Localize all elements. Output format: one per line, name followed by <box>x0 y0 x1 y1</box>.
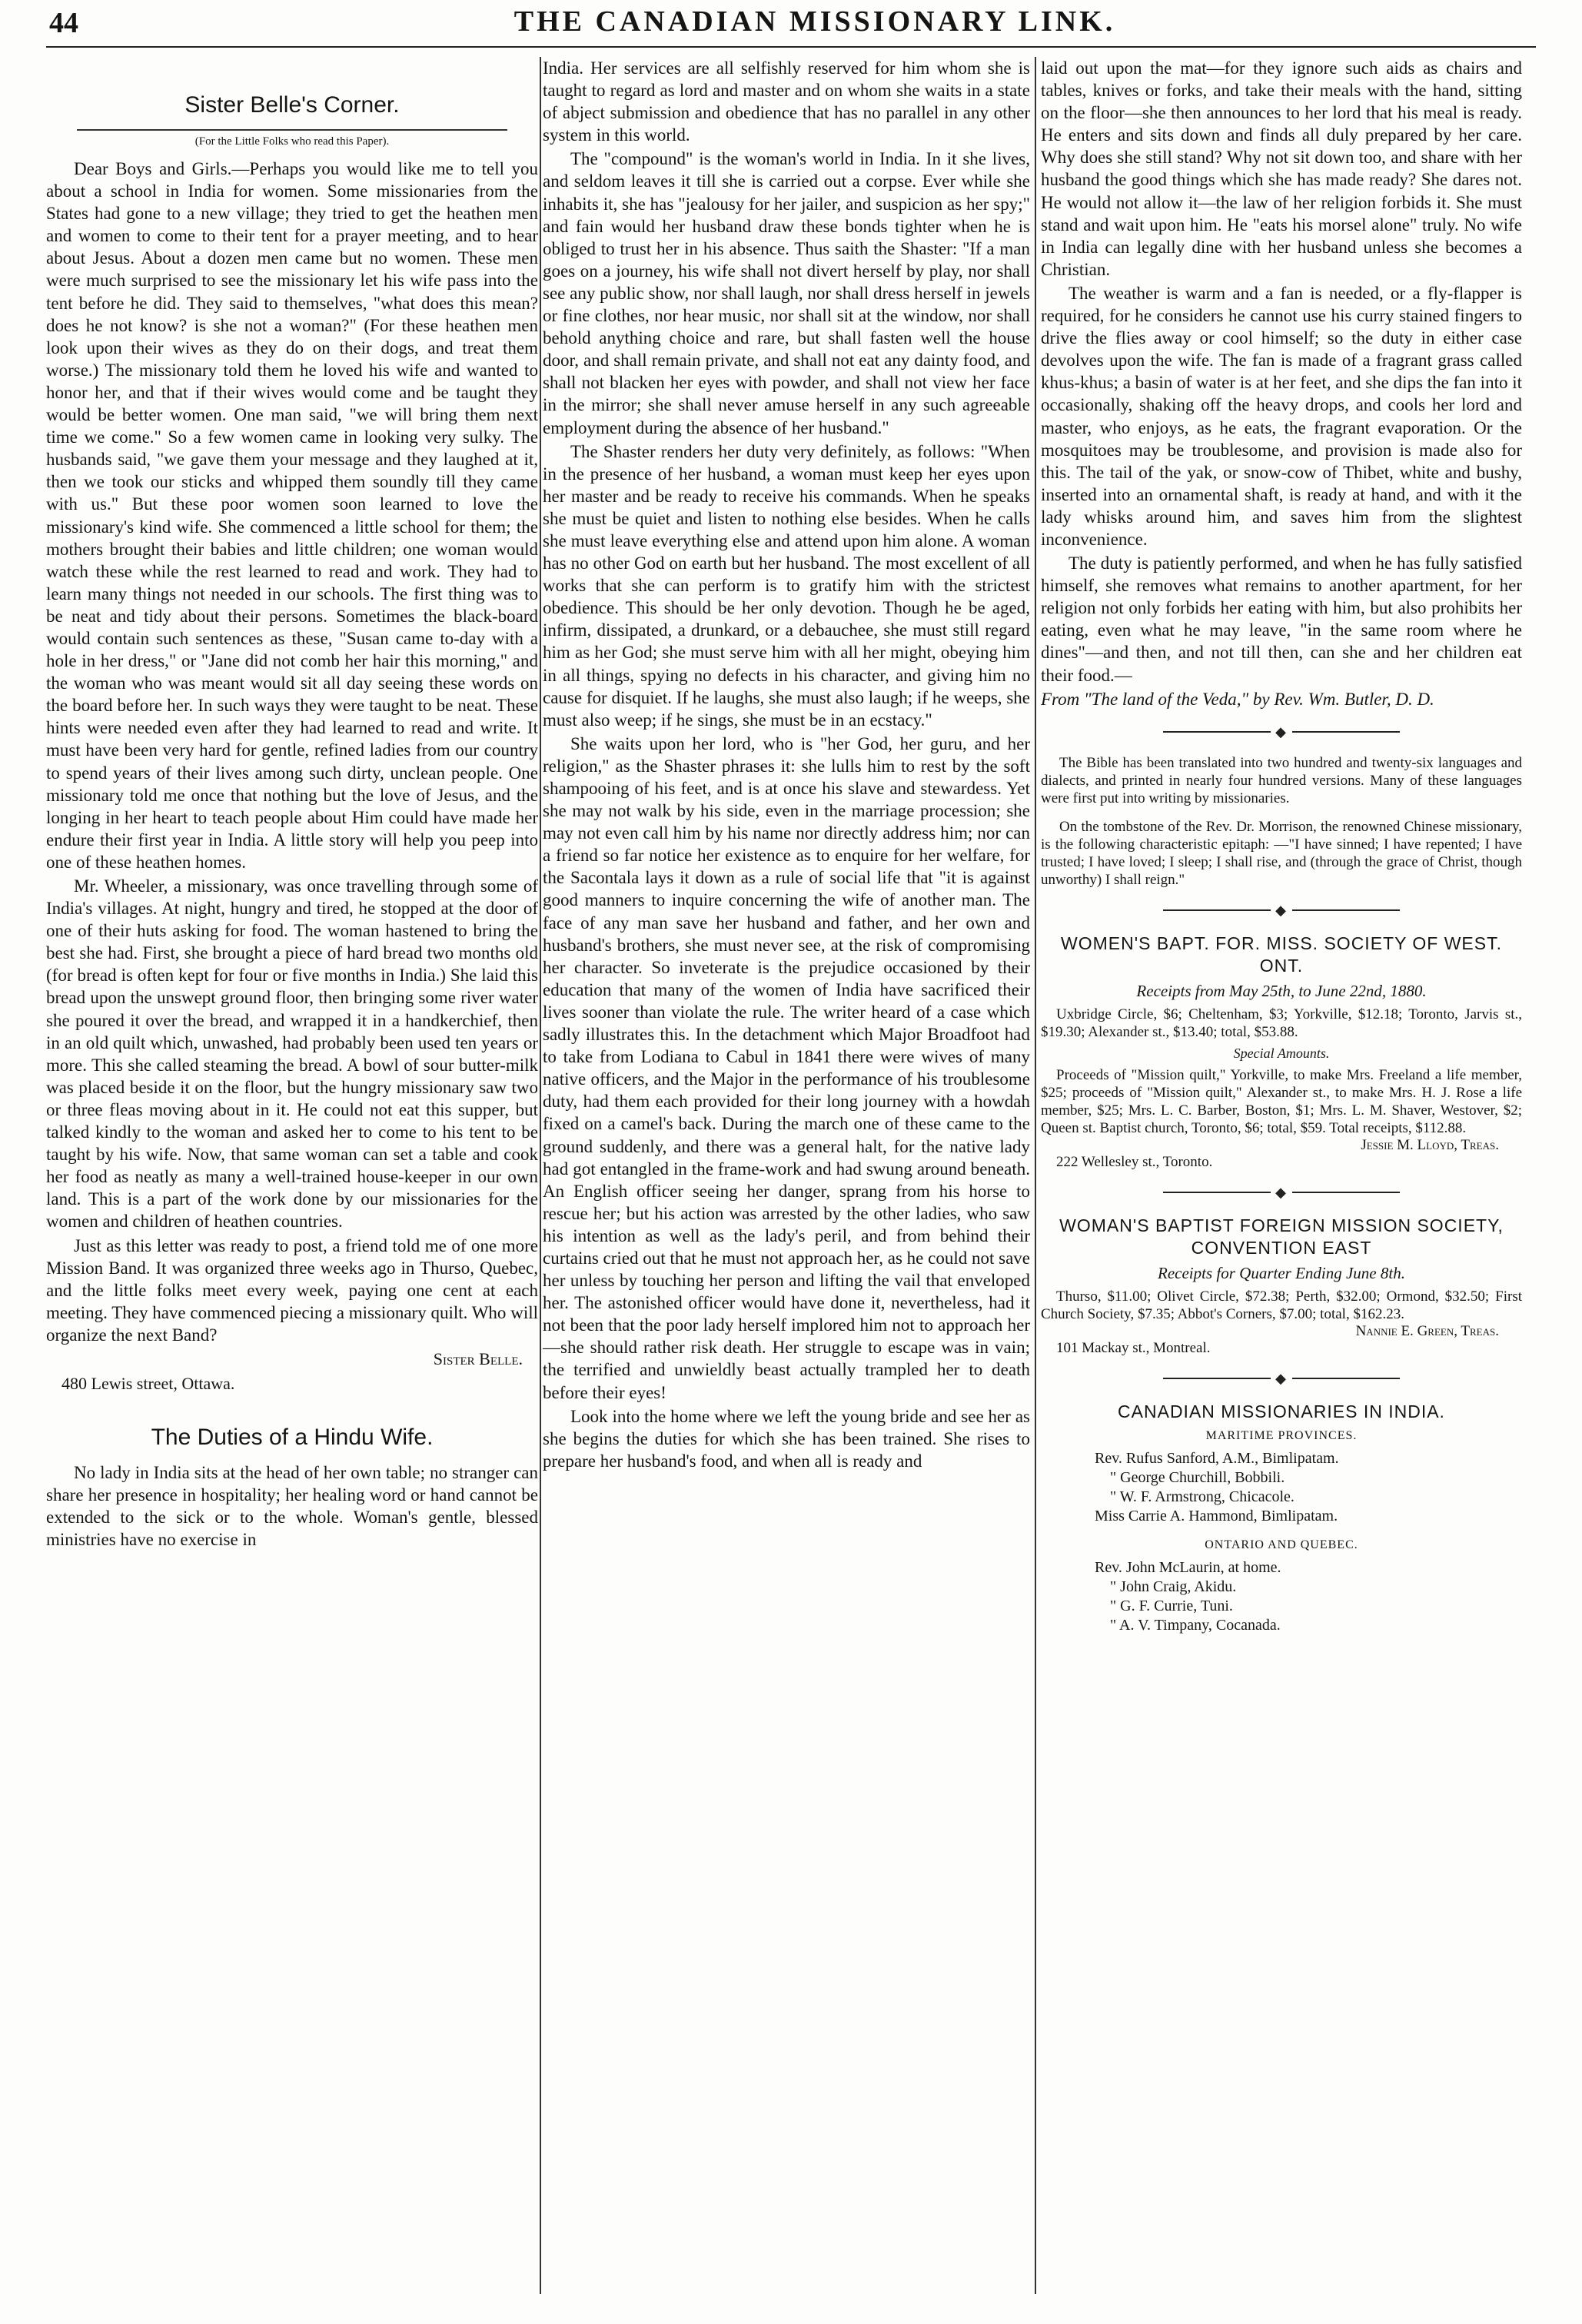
page-header <box>0 0 1582 46</box>
signature: Sister Belle. <box>433 1348 523 1368</box>
region-heading: MARITIME PROVINCES. <box>1205 1428 1358 1442</box>
section-ornament: ◆ <box>1041 724 1522 740</box>
missionary-list-ontario <box>1041 1558 1522 1635</box>
missionary-entry: " John Craig, Akidu. <box>1110 1578 1237 1595</box>
treasurer-address: 101 Mackay st., Montreal. <box>1056 1339 1211 1356</box>
note-paragraph: The Bible has been translated into two hundred and twenty-six languages and dialects, and printed in nearly four hundred versions. Many of these languages were first put into writing by missionaries. <box>1041 754 1522 806</box>
notes-block <box>1041 754 1522 889</box>
paragraph: Look into the home where we left the young bride and see her as she begins the duties for which she has been trained. She rises to prepare her husband's food, and when all is ready and <box>543 1406 1030 1471</box>
treasurer-name: Jessie M. Lloyd, Treas. <box>1361 1136 1499 1153</box>
divider <box>77 129 507 131</box>
paragraph: The "compound" is the woman's world in India. In it she lives, and seldom leaves it till she is carried out a corpse. Ever while she inhabits it, she has "jealousy for her jailer, and suspicion as her spy;" and fain would her husband draw these bonds tighter when he is obliged to trust her in his absence. Thus saith the Shaster: "If a man goes on a journey, his wife shall not divert herself by play, nor shall see any public show, nor shall laugh, nor shall dress herself in jewels or fine clothes, nor hear music, nor shall sit at the window, nor shall behold anything choice and rare, but shall fasten well the house door, and shall remain private, and shall not eat any dainty food, and shall not blacken her eyes with powder, and shall not view her face in the mirror; she shall never amuse herself in any such agreeable employment during the absence of her husband." <box>543 149 1030 437</box>
page-number: 44 <box>49 7 78 39</box>
section-title-east: WOMAN'S BAPTIST FOREIGN MISSION SOCIETY, CONVENTION EAST <box>1059 1215 1504 1258</box>
page-title: THE CANADIAN MISSIONARY LINK. <box>513 5 1116 38</box>
missionary-entry: Rev. Rufus Sanford, A.M., Bimlipatam. <box>1095 1449 1339 1467</box>
missionary-entry: " G. F. Currie, Tuni. <box>1110 1597 1233 1614</box>
article-title-sister-belle: Sister Belle's Corner. <box>184 92 400 118</box>
receipts-west <box>1041 1006 1522 1171</box>
paragraph: She waits upon her lord, who is "her God, her guru, and her religion," as the Shaster phrases it: she lulls him to rest by the soft shampooing of his feet, and is at once his slave and stewardess. Yet she may not walk by his side, even in the marriage procession; she may not even call him by his name nor directly address him; nor can a friend so far notice her existence as to enquire for her welfare, for the Sacontala lays it down as a rule of social life that "it is against good manners to inquire concerning the wife of another man. The face of any man save her husband and father, and her own and husband's brothers, she must never see, at the risk of compromising her character. So inveterate is the prejudice occasioned by their education that many of the women of India have sacrificed their lives sooner than violate the rule. The writer heard of a case which sadly illustrates this. In the detachment which Major Broadfoot had to take from Lodiana to Cabul in 1841 there were wives of many native officers, and the Major in the performance of his troublesome duty, had them each provided for their long journey with a howdah fixed on a camel's back. During the march one of these came to the ground suddenly, and there was a general halt, for the native lady had got entangled in the frame-work and had swung around beneath. An English officer seeing her danger, sprang from his horse to rescue her; but his action was arrested by the other ladies, who saw his intention as well as the lady's peril, and from behind their curtains cried out that he must not approach her, as he could not save her unless by touching her person and lifting the vail that enveloped her. The astonished officer would have done it, nevertheless, had it not been that the poor lady herself implored him not to approach her—she should rather risk death. Her struggle to escape was in vain; the terrified and unwieldly beast actually trampled her to death before their eyes! <box>543 733 1030 1402</box>
treasurer-name: Nannie E. Green, Treas. <box>1355 1322 1499 1339</box>
note-paragraph: On the tombstone of the Rev. Dr. Morrison, the renowned Chinese missionary, is the following characteristic epitaph: —"I have sinned; I have repented; I have trusted; I have loved; I sleep; I shall rise, and (through the grace of Christ, though unworthy) I shall reign." <box>1041 818 1522 888</box>
article-source: From "The land of the Veda," by Rev. Wm. Butler, D. D. <box>1041 689 1434 709</box>
paragraph: The duty is patiently performed, and when he has fully satisfied himself, she removes what remains to another apartment, for her religion not only forbids her eating with him, but also prohibits her eating, even what he may leave, "in the same room where he dines"—and then, and not till then, can she and her children eat their food.— <box>1041 554 1522 685</box>
paragraph: India. Her services are all selfishly reserved for him whom she is taught to regard as lord and master and on whom she waits in a state of abject submission and obedience that has no parallel in any other system in this world. <box>543 58 1030 145</box>
missionary-entry: " A. V. Timpany, Cocanada. <box>1110 1616 1281 1634</box>
section-ornament: ◆ <box>1041 1185 1522 1201</box>
address: 480 Lewis street, Ottawa. <box>61 1373 235 1393</box>
region-heading: ONTARIO AND QUEBEC. <box>1205 1538 1358 1551</box>
missionary-entry: Miss Carrie A. Hammond, Bimlipatam. <box>1095 1507 1338 1524</box>
missionary-list-maritime <box>1041 1449 1522 1526</box>
article-title-hindu-wife: The Duties of a Hindu Wife. <box>151 1424 434 1450</box>
column-middle <box>543 57 1030 2302</box>
column-left <box>46 57 538 2302</box>
paragraph: The Shaster renders her duty very definitely, as follows: "When in the presence of her husband, a woman must keep her eyes upon her master and be ready to receive his commands. When he speaks she must be quiet and listen to nothing else besides. When he calls she must leave everything else and attend upon him alone. A woman has no other God on earth but her husband. The most excellent of all works that she can perform is to gratify him with the strictest obedience. This should be her only devotion. Though he be aged, infirm, dissipated, a drunkard, or a debauchee, she must still regard him as her God; she must serve him with all her might, obeying him in all things, spying no defects in his character, and giving him no cause for disquiet. If he laughs, she must also laugh; if he weeps, she must also weep; if he sings, she must be in an ecstacy." <box>543 441 1030 730</box>
receipts-east <box>1041 1288 1522 1357</box>
header-rule <box>46 46 1536 48</box>
article-note: (For the Little Folks who read this Paper). <box>194 135 390 148</box>
receipt-paragraph: Thurso, $11.00; Olivet Circle, $72.38; Perth, $32.00; Ormond, $32.50; First Church Society, $7.35; Abbot's Corners, $7.00; total, $162.23. <box>1041 1288 1522 1322</box>
paragraph: laid out upon the mat—for they ignore such aids as chairs and tables, knives or forks, and take their meals with the hand, sitting on the floor—she then announces to her lord that his meal is ready. He enters and sits down and finds all duly prepared by her care. Why does she still stand? Why not sit down too, and share with her husband the good things which she has made ready? She dares not. He would not allow it—the law of her religion forbids it. She must stand and wait upon him. He "eats his morsel alone" truly. No wife in India can legally dine with her husband unless she becomes a Christian. <box>1041 58 1522 279</box>
treasurer-address: 222 Wellesley st., Toronto. <box>1056 1153 1213 1170</box>
missionary-entry: " George Churchill, Bobbili. <box>1110 1468 1285 1486</box>
section-ornament: ◆ <box>1041 1371 1522 1387</box>
section-title-west: WOMEN'S BAPT. FOR. MISS. SOCIETY OF WEST. ONT. <box>1060 933 1503 976</box>
paragraph: No lady in India sits at the head of her own table; no stranger can share her presence in hospitality; her healing word or hand cannot be extended to the sick or to the whole. Woman's gentle, blessed ministries have no exercise in <box>46 1462 538 1550</box>
missionary-entry: Rev. John McLaurin, at home. <box>1095 1558 1281 1576</box>
receipt-paragraph: Uxbridge Circle, $6; Cheltenham, $3; Yorkville, $12.18; Toronto, Jarvis st., $19.30; Alexander st., $13.40; total, $53.88. <box>1041 1006 1522 1040</box>
column-divider <box>540 57 541 2294</box>
paragraph: Mr. Wheeler, a missionary, was once travelling through some of India's villages. At night, hungry and tired, he stopped at the door of one of their huts asking for food. The woman hastened to bring the best she had. First, she brought a piece of hard bread two months old (for bread is often kept for four or five months in India.) She laid this bread upon the unswept ground floor, then bringing some river water she poured it over the bread, and wrapped it in a handkerchief, then in an old quilt which, unwashed, had probably been used ten years or more. This she called steaming the bread. A bowl of sour butter-milk was placed beside it on the floor, but the hungry missionary saw two or three fleas moving about in it. He could not eat this supper, but talked kindly to the woman and asked her to come to his tent to be taught by his wife. Now, that same woman can set a table and cook her food as neatly as many a well-trained house-keeper in our own land. This is a part of the work done by our missionaries for the women and children of heathen countries. <box>46 876 538 1232</box>
paragraph: Just as this letter was ready to post, a friend told me of one more Mission Band. It was organized three weeks ago in Thurso, Quebec, and the little folks meet every week, paying one cent at each meeting. They have commenced piecing a missionary quilt. Who will organize the next Band? <box>46 1235 538 1345</box>
section-title-missionaries: CANADIAN MISSIONARIES IN INDIA. <box>1118 1401 1445 1421</box>
paragraph: Dear Boys and Girls.—Perhaps you would like me to tell you about a school in India for women. Some missionaries from the States had gone to a new village; they tried to get the heathen men and women to come to their tent for a prayer meeting, and to hear about Jesus. About a dozen men came but no women. These men were much surprised to see the missionary let his wife pass into the tent before he did. They said to themselves, "what does this mean? does he not know? is she not a woman?" (For these heathen men look upon their wives as they do on their dogs, and treat them worse.) The missionary told them he loved his wife and wanted to honor her, and that if their wives would come and be taught they would be better women. One man said, "we will bring them next time we come." So a few women came in looking very sulky. The husbands said, "we gave them your message and they laughed at it, then we took our sticks and whipped them soundly till they came with us." But these poor women soon learned to love the missionary's kind wife. She commenced a little school for them; the mothers brought their babies and little children; one woman would watch these while the rest learned to read and work. They had to learn many things not needed in our schools. The first thing was to be neat and tidy about their persons. Sometimes the black-board would contain such sentences as these, "Susan came to-day with a hole in her dress," or "Jane did not comb her hair this morning," and the woman who was meant would sit all day seeing these words on the board before her. In such ways they were taught to be neat. These hints were needed even after they had learned to read and write. It must have been very hard for gentle, refined ladies from our country to spend years of their lives among such dirty, unclean people. One missionary told me once that nothing but the love of Jesus, and the longing in her heart to teach people about Him could have made her endure their first year in India. A little story will help you peep into one of these heathen homes. <box>46 159 538 872</box>
receipts-subtitle: Receipts for Quarter Ending June 8th. <box>1158 1263 1405 1282</box>
missionary-entry: " W. F. Armstrong, Chicacole. <box>1110 1488 1295 1505</box>
receipts-subtitle: Receipts from May 25th, to June 22nd, 1880. <box>1136 981 1427 1000</box>
column-right <box>1041 57 1522 2302</box>
receipt-paragraph: Proceeds of "Mission quilt," Yorkville, to make Mrs. Freeland a life member, $25; proceeds of "Mission quilt," Alexander st., to make Mrs. H. J. Rose a life member, $25; Mrs. L. C. Barber, Boston, $1; Mrs. L. M. Shaver, Westover, $2; Queen st. Baptist church, Toronto, $6; total, $59. Total receipts, $112.88. <box>1041 1066 1522 1136</box>
column-divider <box>1035 57 1036 2294</box>
special-amounts-heading: Special Amounts. <box>1233 1045 1330 1061</box>
section-ornament: ◆ <box>1041 903 1522 919</box>
paragraph: The weather is warm and a fan is needed, or a fly-flapper is required, for he considers he cannot use his curry stained fingers to drive the flies away or cool himself; so the duty in either case devolves upon the wife. The fan is made of a fragrant grass called khus-khus; a basin of water is at her feet, and she dips the fan into it occasionally, shaking off the heavy drops, and cools her lord and master, who enjoys, as he eats, the fragrant evaporation. Or the mosquitoes may be troublesome, and provision is made also for this. The tail of the yak, or snow-cow of Thibet, white and bushy, inserted into an ornamental shaft, is ready at hand, and with it the lady whisks around him, and saves him from the slightest inconvenience. <box>1041 283 1522 549</box>
